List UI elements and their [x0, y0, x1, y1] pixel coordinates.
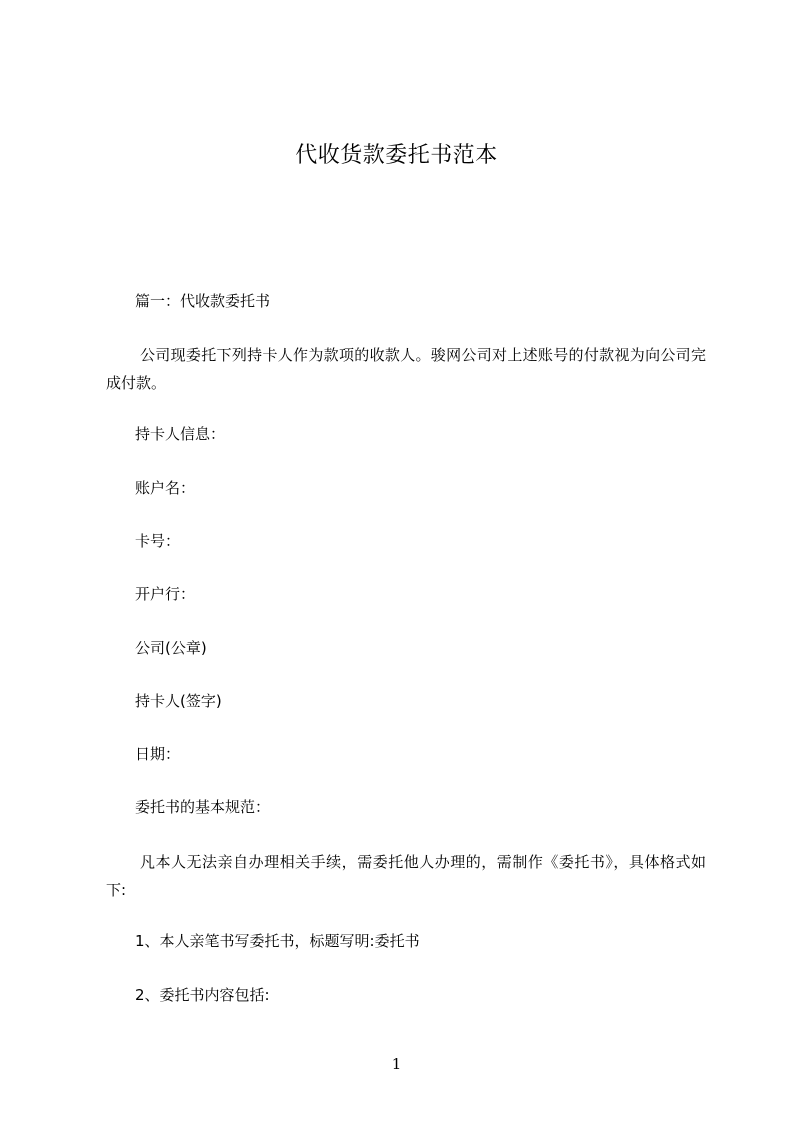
- document-title: 代收货款委托书范本: [295, 143, 498, 168]
- card-number-label: 卡号：: [135, 532, 181, 550]
- section-heading: 篇一：代收款委托书: [135, 292, 271, 310]
- page-number: 1: [391, 1055, 402, 1073]
- account-name-label: 账户名：: [135, 479, 196, 497]
- intro-paragraph: 公司现委托下列持卡人作为款项的收款人。骏网公司对上述账号的付款视为向公司完成付款。: [106, 346, 706, 392]
- date-label: 日期：: [135, 745, 181, 763]
- cardholder-info-label: 持卡人信息：: [135, 425, 226, 443]
- company-seal-label: 公司(公章): [135, 639, 207, 657]
- bank-label: 开户行：: [135, 585, 196, 603]
- list-item-1: 1、本人亲笔书写委托书，标题写明:委托书: [135, 932, 420, 950]
- cardholder-signature-label: 持卡人(签字): [135, 692, 222, 710]
- spec-heading: 委托书的基本规范：: [135, 798, 271, 816]
- spec-paragraph: 凡本人无法亲自办理相关手续，需委托他人办理的，需制作《委托书》，具体格式如下:: [106, 853, 706, 899]
- list-item-2: 2、委托书内容包括:: [135, 986, 270, 1004]
